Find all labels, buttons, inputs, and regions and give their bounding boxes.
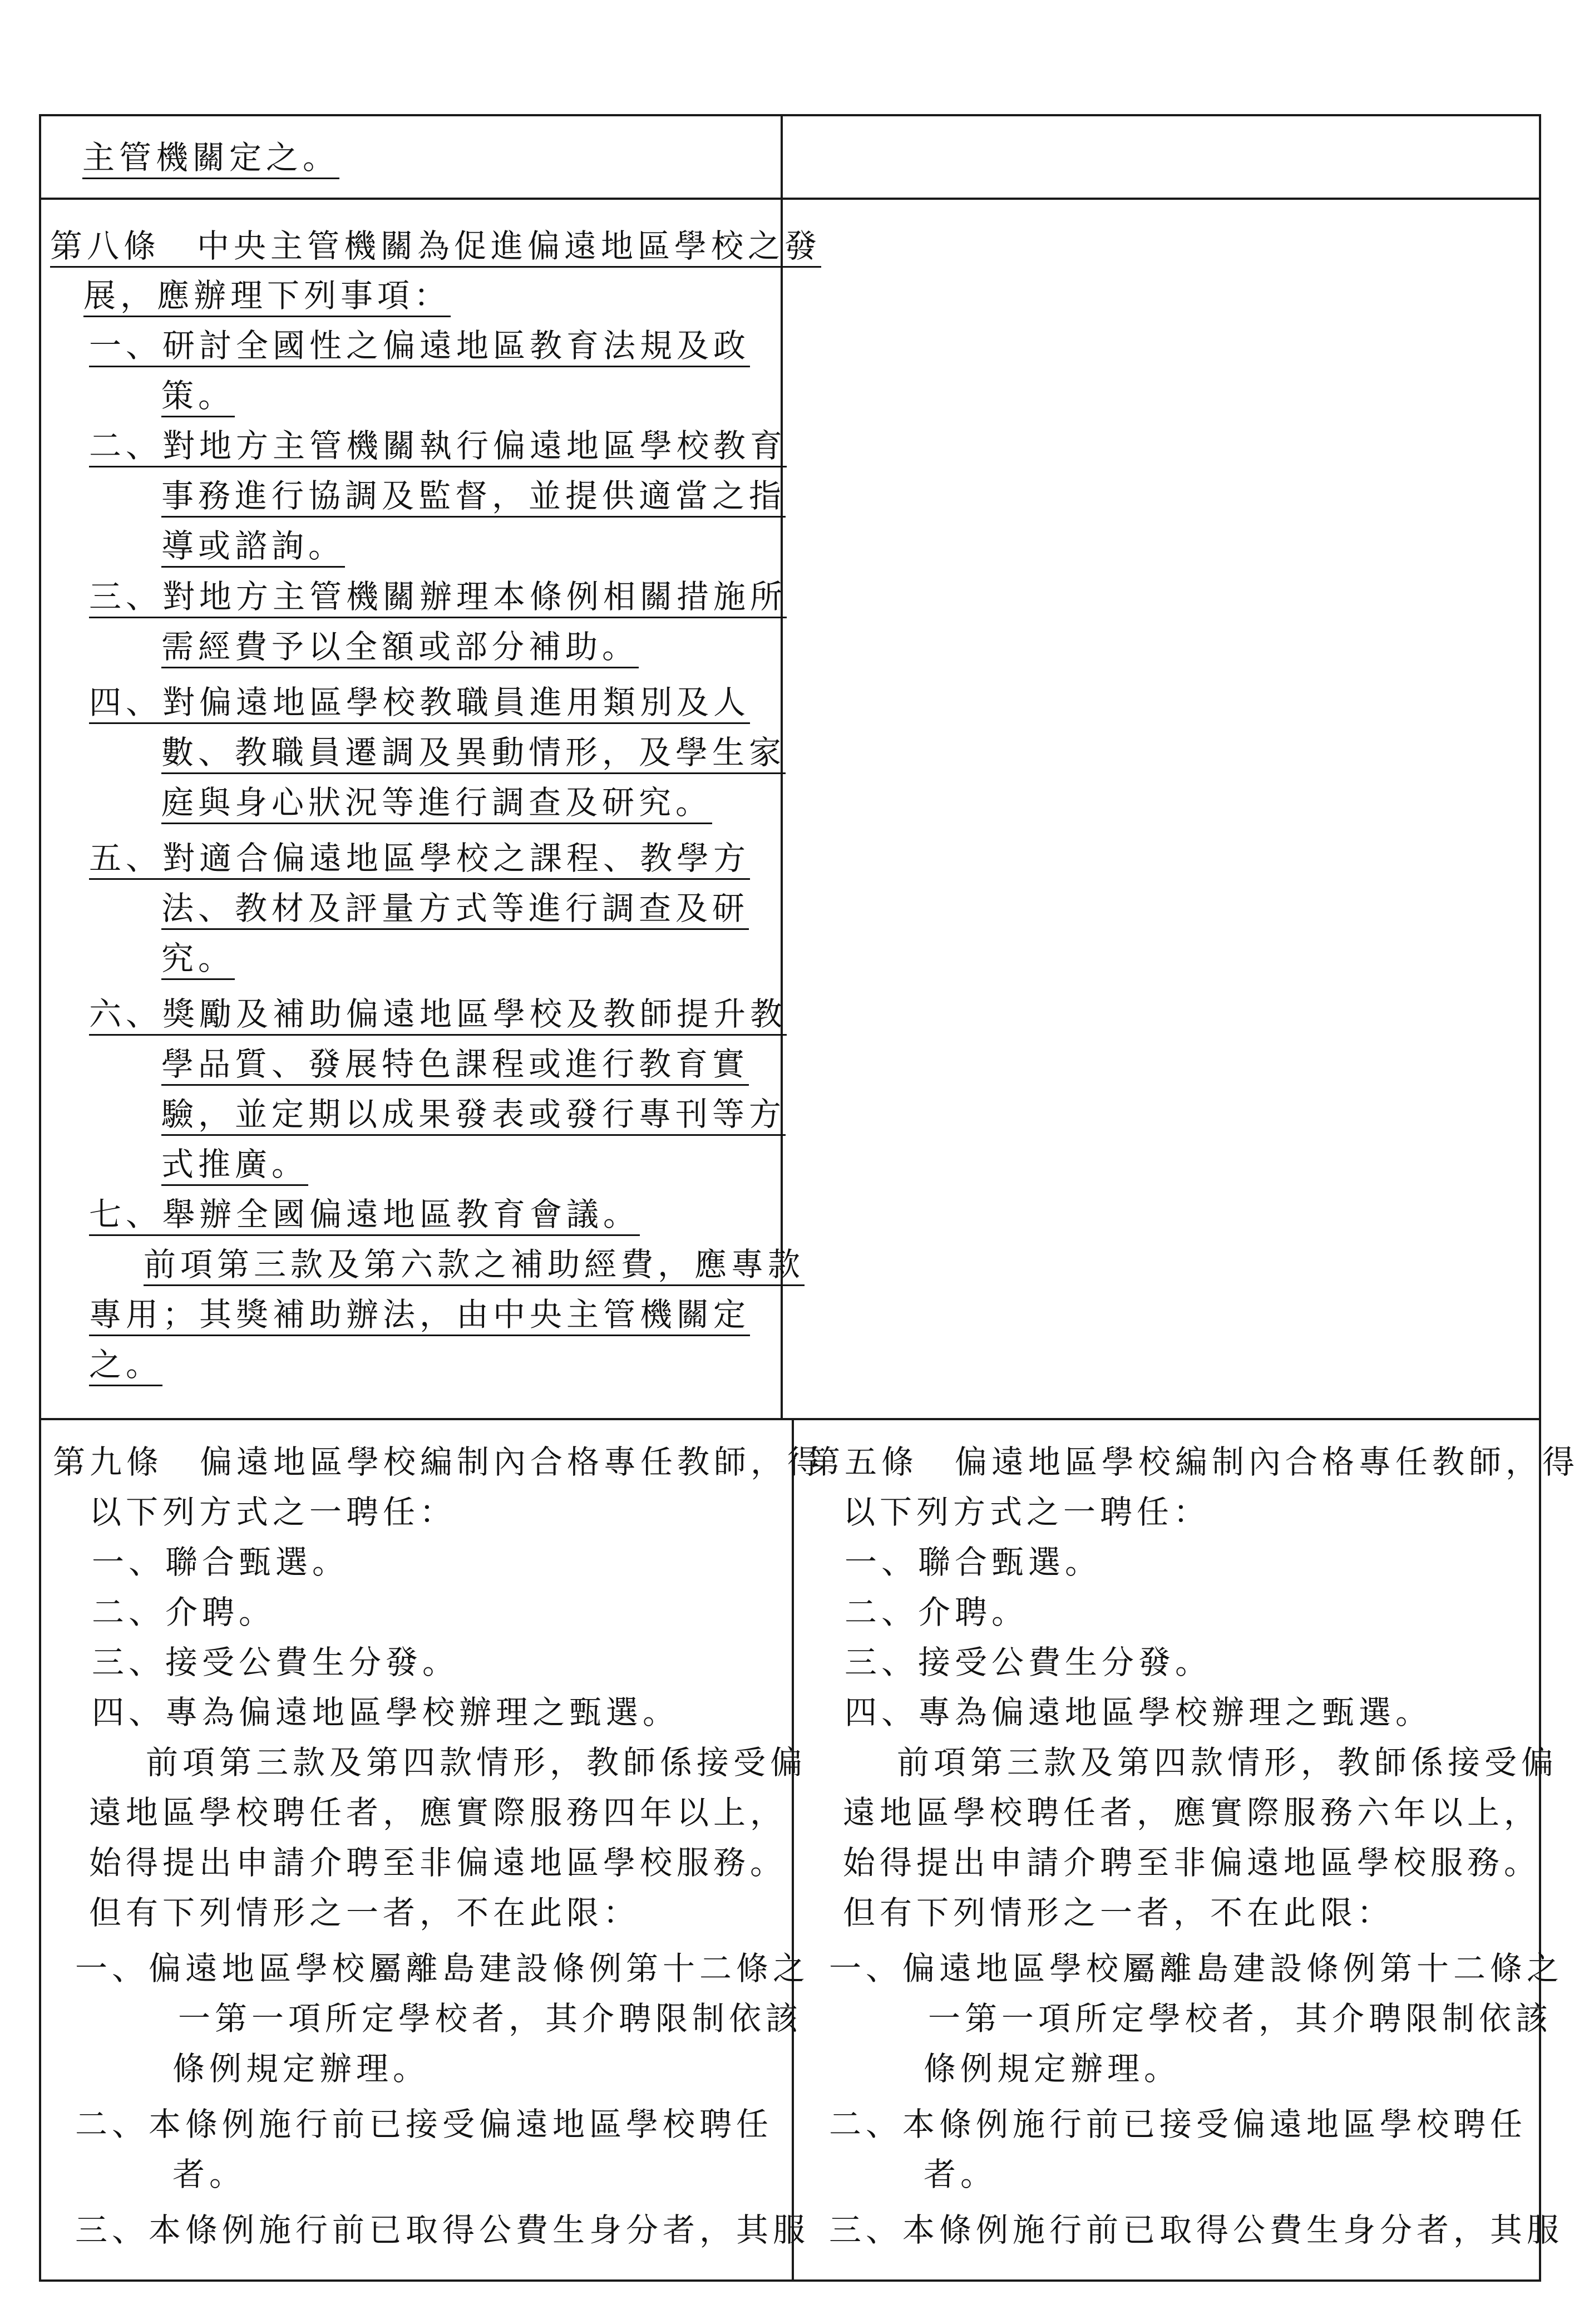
list-item-line: 一第一項所定學校者，其介聘限制依該 [178, 2000, 803, 2037]
list-item-line: 式推廣。 [161, 1145, 309, 1183]
list-item-line: 一、研討全國性之偏遠地區教育法規及政 [89, 327, 751, 365]
list-item-line: 條例規定辦理。 [172, 2050, 430, 2087]
article-text-line: 前項第三款及第四款情形，教師係接受偏 [897, 1744, 1558, 1781]
list-item-line: 者。 [924, 2155, 998, 2193]
list-item-line: 二、介聘。 [92, 1593, 276, 1631]
list-item-line: 一、偏遠地區學校屬離島建設條例第十二條之 [75, 1949, 810, 1987]
column-divider [792, 1418, 794, 2282]
list-item-line: 二、對地方主管機關執行偏遠地區學校教育 [89, 427, 787, 465]
article-text-line: 但有下列情形之一者，不在此限： [843, 1894, 1394, 1932]
list-item-line: 三、本條例施行前已取得公費生身分者，其服 [75, 2211, 810, 2249]
article-text-line: 之。 [89, 1346, 163, 1383]
article-heading-line: 第五條 偏遠地區學校編制內合格專任教師，得 [808, 1443, 1580, 1481]
row-divider [39, 1418, 1541, 1420]
article-text-line: 遠地區學校聘任者，應實際服務六年以上， [843, 1794, 1541, 1831]
article-text-line: 遠地區學校聘任者，應實際服務四年以上， [89, 1794, 787, 1831]
list-item-line: 一、偏遠地區學校屬離島建設條例第十二條之 [829, 1949, 1564, 1987]
article-text-line: 以下列方式之一聘任： [843, 1493, 1211, 1531]
list-item-line: 三、本條例施行前已取得公費生身分者，其服 [829, 2211, 1564, 2249]
list-item-line: 庭與身心狀況等進行調查及研究。 [161, 784, 713, 821]
list-item-line: 策。 [161, 377, 235, 415]
article-text-line: 主管機關定之。 [82, 139, 340, 176]
article-text-line: 始得提出申請介聘至非偏遠地區學校服務。 [843, 1844, 1541, 1882]
list-item-line: 一、聯合甄選。 [845, 1543, 1102, 1581]
list-item-line: 法、教材及評量方式等進行調查及研 [161, 889, 749, 927]
article-text-line: 但有下列情形之一者，不在此限： [89, 1894, 640, 1932]
list-item-line: 四、專為偏遠地區學校辦理之甄選。 [845, 1693, 1433, 1731]
article-text-line: 前項第三款及第四款情形，教師係接受偏 [146, 1744, 807, 1781]
list-item-line: 一第一項所定學校者，其介聘限制依該 [928, 2000, 1553, 2037]
list-item-line: 一、聯合甄選。 [92, 1543, 349, 1581]
list-item-line: 究。 [161, 939, 235, 977]
list-item-line: 四、對偏遠地區學校教職員進用類別及人 [89, 683, 751, 721]
list-item-line: 條例規定辦理。 [924, 2050, 1181, 2087]
list-item-line: 導或諮詢。 [161, 527, 346, 565]
article-text-line: 始得提出申請介聘至非偏遠地區學校服務。 [89, 1844, 787, 1882]
list-item-line: 三、接受公費生分發。 [845, 1643, 1212, 1681]
list-item-line: 二、介聘。 [845, 1593, 1029, 1631]
row-divider [39, 198, 1541, 200]
list-item-line: 二、本條例施行前已接受偏遠地區學校聘任 [75, 2105, 773, 2143]
list-item-line: 二、本條例施行前已接受偏遠地區學校聘任 [829, 2105, 1527, 2143]
list-item-line: 者。 [172, 2155, 246, 2193]
list-item-line: 三、接受公費生分發。 [92, 1643, 460, 1681]
list-item-line: 四、專為偏遠地區學校辦理之甄選。 [92, 1693, 680, 1731]
article-text-line: 展，應辦理下列事項： [83, 277, 451, 314]
article-text-line: 專用；其獎補助辦法，由中央主管機關定 [89, 1296, 751, 1333]
article-text-line: 前項第三款及第六款之補助經費，應專款 [144, 1245, 805, 1283]
article-heading-line: 第九條 偏遠地區學校編制內合格專任教師，得 [53, 1443, 825, 1481]
list-item-line: 學品質、發展特色課程或進行教育實 [161, 1045, 749, 1083]
list-item-line: 七、舉辦全國偏遠地區教育會議。 [89, 1195, 640, 1233]
list-item-line: 六、獎勵及補助偏遠地區學校及教師提升教 [89, 995, 787, 1033]
list-item-line: 事務進行協調及監督，並提供適當之指 [161, 477, 786, 515]
list-item-line: 數、教職員遷調及異動情形，及學生家 [161, 733, 786, 771]
article-heading-line: 第八條 中央主管機關為促進偏遠地區學校之發 [50, 227, 822, 265]
list-item-line: 驗，並定期以成果發表或發行專刊等方 [161, 1095, 786, 1133]
list-item-line: 需經費予以全額或部分補助。 [161, 628, 639, 666]
list-item-line: 五、對適合偏遠地區學校之課程、教學方 [89, 839, 751, 877]
article-text-line: 以下列方式之一聘任： [89, 1493, 457, 1531]
list-item-line: 三、對地方主管機關辦理本條例相關措施所 [89, 578, 787, 616]
